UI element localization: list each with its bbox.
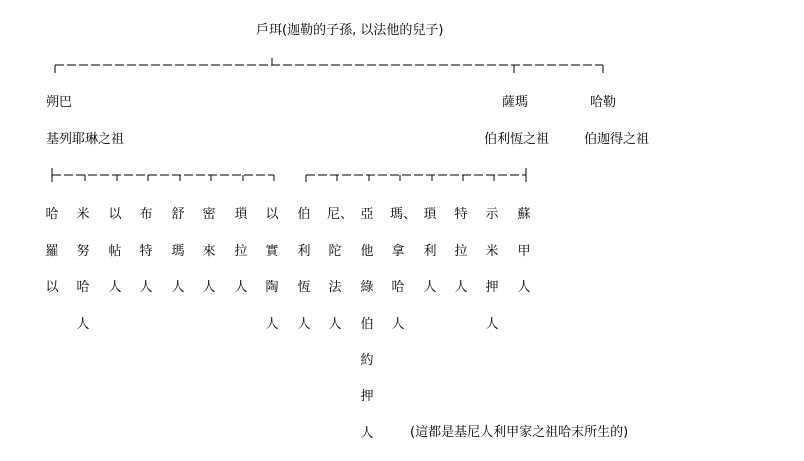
name-char: 約 xyxy=(360,353,374,368)
name-char: 伯 xyxy=(297,207,311,222)
name-char: 亞 xyxy=(360,207,374,222)
name-char: 米 xyxy=(485,244,499,259)
name-char: 來 xyxy=(202,244,216,259)
name-char: 瑪、 xyxy=(390,207,417,222)
root-ancestor xyxy=(256,24,443,38)
footnote: (這都是基尼人利甲家之祖哈末所生的) xyxy=(410,425,629,440)
name-char: 利 xyxy=(423,244,437,259)
name-char: 拉 xyxy=(234,244,248,259)
name-char: 人 xyxy=(108,280,122,295)
name-char: 帖 xyxy=(108,244,122,259)
name-char: 哈 xyxy=(391,280,405,295)
name-char: 人 xyxy=(517,280,531,295)
name-char: 哈 xyxy=(76,280,90,295)
name-char: 法 xyxy=(328,280,342,295)
name-char: 甲 xyxy=(517,244,531,259)
branch-desc-1: 基列耶琳之祖 xyxy=(46,132,125,147)
name-char: 人 xyxy=(234,280,248,295)
name-char: 伯 xyxy=(360,317,374,332)
name-char: 實 xyxy=(265,244,279,259)
branch-name-1: 朔巴 xyxy=(46,95,73,110)
name-char: 以 xyxy=(45,280,59,295)
name-char: 人 xyxy=(265,317,279,332)
branch-name-2: 薩瑪 xyxy=(502,95,529,110)
name-char: 押 xyxy=(360,389,374,404)
name-char: 人 xyxy=(328,317,342,332)
name-char: 押 xyxy=(485,280,499,295)
name-char: 人 xyxy=(485,317,499,332)
name-char: 布 xyxy=(139,207,153,222)
name-char: 拿 xyxy=(391,244,405,259)
name-char: 人 xyxy=(360,426,374,441)
name-char: 哈 xyxy=(45,207,59,222)
left-group-ticks xyxy=(85,175,274,181)
name-char: 利 xyxy=(297,244,311,259)
name-char: 人 xyxy=(76,317,90,332)
root-note: (迦勒的子孫, 以法他的兒子) xyxy=(282,23,444,38)
name-char: 密 xyxy=(202,207,216,222)
name-char: 特 xyxy=(454,207,468,222)
right-group-ticks xyxy=(337,175,494,181)
root-name: 戶珥 xyxy=(256,23,283,38)
name-char: 瑪 xyxy=(171,244,185,259)
name-char: 尼、 xyxy=(327,207,354,222)
name-char: 綠 xyxy=(360,280,374,295)
name-char: 瑣 xyxy=(234,207,248,222)
name-char: 特 xyxy=(139,244,153,259)
name-char: 以 xyxy=(265,207,279,222)
branch-desc-2: 伯利恆之祖 xyxy=(484,132,550,147)
name-char: 努 xyxy=(76,244,90,259)
name-char: 舒 xyxy=(171,207,185,222)
name-char: 恆 xyxy=(297,280,311,295)
name-char: 陀 xyxy=(328,244,342,259)
name-char: 蘇 xyxy=(517,207,531,222)
name-char: 示 xyxy=(485,207,499,222)
name-char: 人 xyxy=(454,280,468,295)
name-char: 人 xyxy=(423,280,437,295)
name-char: 陶 xyxy=(265,280,279,295)
name-char: 人 xyxy=(391,317,405,332)
name-char: 以 xyxy=(108,207,122,222)
branch-desc-3: 伯迦得之祖 xyxy=(584,132,650,147)
name-char: 人 xyxy=(171,280,185,295)
branch-name-3: 哈勒 xyxy=(590,95,617,110)
name-char: 米 xyxy=(76,207,90,222)
name-char: 人 xyxy=(202,280,216,295)
name-char: 人 xyxy=(139,280,153,295)
name-char: 他 xyxy=(360,244,374,259)
name-char: 人 xyxy=(297,317,311,332)
name-char: 拉 xyxy=(454,244,468,259)
name-char: 瑣 xyxy=(423,207,437,222)
name-char: 羅 xyxy=(45,244,59,259)
